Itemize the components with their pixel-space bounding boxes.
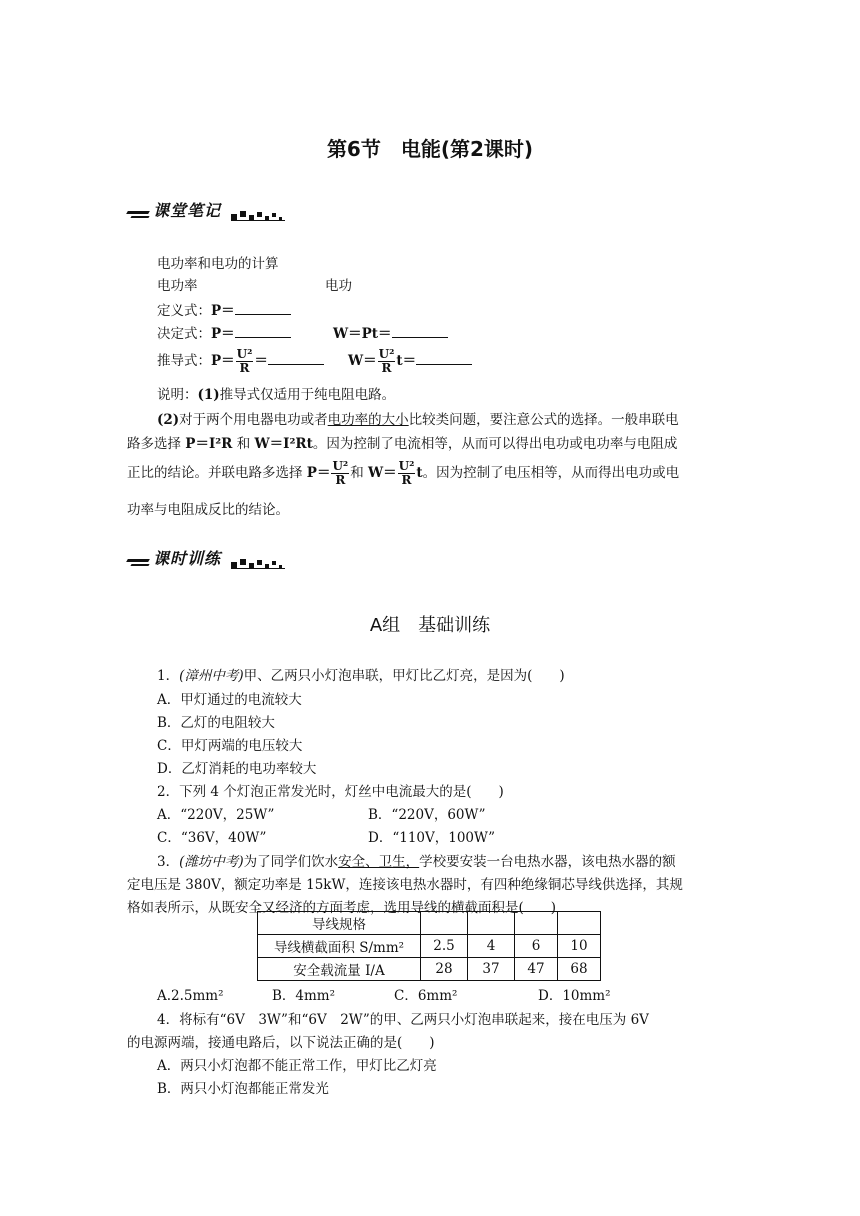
q1-option-c: C．甲灯两端的电压较大 — [157, 738, 303, 754]
note-2-line-3: 正比的结论。并联电路多选择 P＝ $\frac{\text{U²}}{R}$ 和 W＝ $\frac{\text{U²}}{R}$ t。因为控制了电压相等，从而得出电功或电 — [127, 459, 680, 487]
derivation-work: W＝ $\frac{\text{U²}}{R}$ t＝ — [348, 344, 472, 378]
q3-stem-line-3: 格如表所示，从既安全又经济的方面考虑，选用导线的横截面积是( ) — [127, 900, 557, 916]
table-cell: 37 — [468, 958, 515, 981]
section-title: A组 基础训练 — [369, 615, 491, 636]
q4-option-b: B．两只小灯泡都能正常发光 — [157, 1081, 329, 1097]
q3-stem-line-2: 定电压是 380V，额定功率是 15kW，连接该电热水器时，有四种绝缘铜芯导线供选择，其规 — [127, 877, 683, 893]
derivation-line: 推导式：P＝ $\frac{\text{U²}}{R}$ ＝ — [157, 344, 324, 378]
table-row — [258, 935, 601, 958]
note-1: 说明：(1)推导式仅适用于纯电阻电路。 — [157, 387, 396, 403]
table-cell: 47 — [515, 958, 558, 981]
table-row — [258, 912, 601, 935]
note-2-line-2: 路多选择 P＝I²R 和 W＝I²Rt。因为控制了电流相等，从而可以得出电功或电功率与电阻成 — [127, 436, 678, 452]
table-cell: 6 — [515, 935, 558, 958]
q3-option-c: C．6mm² — [394, 988, 458, 1004]
q2-option-d: D．“110V，100W” — [368, 830, 496, 846]
training-banner-label: 课时训练 — [153, 549, 222, 568]
q1-option-a: A．甲灯通过的电流较大 — [157, 692, 302, 708]
table-row-label: 导线横截面积 S/mm² — [258, 935, 421, 958]
note-2-line-4: 功率与电阻成反比的结论。 — [127, 502, 289, 518]
table-cell: 10 — [558, 935, 601, 958]
banner-dots-icon — [231, 208, 285, 220]
q1-stem: 1．(漳州中考)甲、乙两只小灯泡串联，甲灯比乙灯亮，是因为( ) — [157, 668, 565, 684]
note-2-line-1: (2)对于两个用电器电功或者电功率的大小比较类问题，要注意公式的选择。一般串联电 — [157, 412, 679, 428]
q4-option-a: A．两只小灯泡都不能正常工作，甲灯比乙灯亮 — [157, 1058, 437, 1074]
q2-stem: 2．下列 4 个灯泡正常发光时，灯丝中电流最大的是( ) — [157, 784, 504, 800]
q2-option-a: A．“220V，25W” — [157, 807, 275, 823]
q2-option-b: B．“220V，60W” — [368, 807, 486, 823]
banner-dots-icon — [231, 556, 285, 568]
table-row — [258, 958, 601, 981]
determination-line: 决定式：P＝ — [157, 323, 291, 344]
col-work: 电功 — [325, 278, 352, 294]
q3-option-b: B．4mm² — [272, 988, 336, 1004]
determination-work: W＝Pt＝ — [333, 323, 448, 344]
training-banner — [127, 546, 287, 570]
q3-stem-line-1: 3．(潍坊中考)为了同学们饮水安全、卫生，学校要安装一台电热水器，该电热水器的额 — [157, 854, 676, 870]
col-power: 电功率 — [157, 278, 198, 294]
q4-stem-line-1: 4．将标有“6V 3W”和“6V 2W”的甲、乙两只小灯泡串联起来，接在电压为 6V — [157, 1012, 649, 1028]
table-cell: 2.5 — [421, 935, 468, 958]
notes-banner-label: 课堂笔记 — [153, 201, 222, 220]
table-cell: 28 — [421, 958, 468, 981]
table-cell: 68 — [558, 958, 601, 981]
table-row-label: 安全载流量 I/A — [258, 958, 421, 981]
definition-line: 定义式：P＝ — [157, 300, 291, 321]
q1-option-b: B．乙灯的电阻较大 — [157, 715, 275, 731]
q3-option-a: A.2.5mm² — [157, 988, 224, 1004]
q2-option-c: C．“36V，40W” — [157, 830, 267, 846]
q1-option-d: D．乙灯消耗的电功率较大 — [157, 761, 317, 777]
q3-option-d: D．10mm² — [538, 988, 611, 1004]
table-cell: 4 — [468, 935, 515, 958]
notes-heading: 电功率和电功的计算 — [157, 256, 279, 272]
q4-stem-line-2: 的电源两端，接通电路后，以下说法正确的是( ) — [127, 1035, 435, 1051]
notes-banner — [127, 198, 287, 222]
page-title: 第6节 电能(第2课时) — [326, 137, 534, 161]
wire-spec-table — [257, 911, 601, 981]
table-header-cell: 导线规格 — [258, 912, 421, 935]
